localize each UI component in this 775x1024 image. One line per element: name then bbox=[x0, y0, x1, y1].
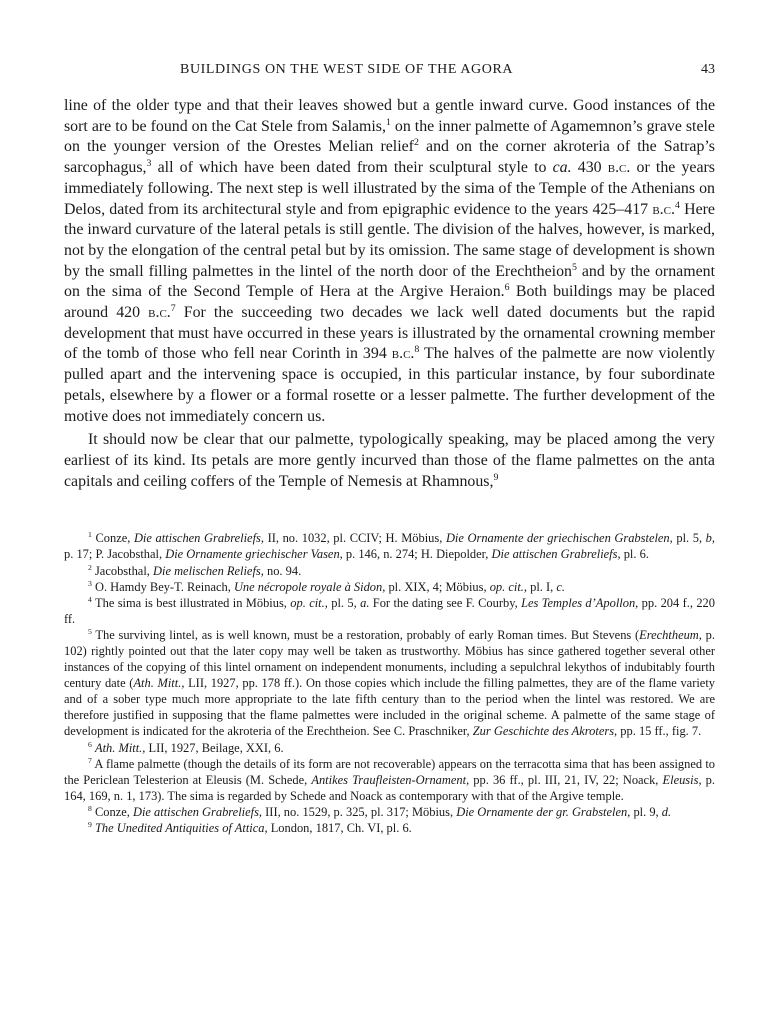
italic-run: Die attischen Grabreliefs, bbox=[491, 547, 621, 562]
text-run: p. 17; P. Jacobsthal, bbox=[64, 547, 166, 562]
italic-run: The Unedited Antiquities of Attica, bbox=[94, 821, 268, 836]
italic-run: a. bbox=[360, 595, 370, 610]
text-run: and by the ornament on the sima of the Second Temple of Hera at the Argive Heraion. bbox=[64, 262, 715, 301]
footnote-ref: 7 bbox=[170, 302, 176, 314]
text-run: pl. I, bbox=[527, 579, 557, 594]
small-caps-run: b.c. bbox=[607, 159, 631, 177]
footnote-number: 4 bbox=[88, 594, 92, 604]
small-caps-run: b.c. bbox=[391, 345, 415, 363]
text-run: p. 164, 169, n. 1, 173). The sima is regarded by Schede and Noack as contemporary with that of the Argive temple. bbox=[64, 772, 716, 803]
italic-run: d. bbox=[661, 804, 672, 819]
footnote bbox=[64, 820, 715, 836]
running-header bbox=[64, 62, 715, 84]
footnote-ref: 3 bbox=[146, 158, 152, 169]
text-run: Both buildings may be placed around 420 bbox=[64, 283, 715, 322]
text-run: p. 146, n. 274; H. Diepolder, bbox=[342, 547, 492, 562]
footnote-ref: 6 bbox=[504, 282, 510, 294]
italic-run: Die Ornamente der griechischen Grabstelen, bbox=[445, 531, 673, 546]
page bbox=[64, 62, 715, 836]
text-run: A flame palmette (though the details of its form are not recoverable) appears on the terracotta sima that has been assigned to the Periclean Telesterion at Eleusis (M. Schede, bbox=[64, 756, 715, 787]
text-run: O. Hamdy Bey-T. Reinach, bbox=[91, 579, 234, 594]
text-run: 430 bbox=[571, 159, 608, 177]
text-run: pl. 6. bbox=[620, 547, 649, 562]
text-run: pp. 36 ff., pl. III, 21, IV, 22; Noack, bbox=[469, 772, 663, 787]
footnote-ref: 2 bbox=[413, 137, 419, 149]
italic-run: Die Ornamente griechischer Vasen, bbox=[165, 547, 343, 562]
italic-run: op. cit., bbox=[290, 595, 328, 610]
text-run: II, no. 1032, pl. CCIV; H. Möbius, bbox=[264, 531, 446, 546]
text-run: For the dating see F. Courby, bbox=[369, 595, 522, 610]
footnotes bbox=[64, 530, 715, 836]
small-caps-run: b.c. bbox=[148, 304, 171, 322]
footnote bbox=[64, 563, 715, 579]
text-run: on the inner palmette of Agamemnon’s grave stele on the younger version of the Orestes Melian relief bbox=[64, 117, 715, 156]
text-run: For the succeeding two decades we lack well dated documents but the rapid development that must have occurred in these years is illustrated by the ornamental crowning member of the tomb of those who fell near Corinth in 394 bbox=[64, 304, 715, 363]
text-run: pl. 5, bbox=[672, 531, 706, 546]
footnote bbox=[64, 740, 715, 756]
footnote bbox=[64, 756, 715, 804]
footnote-ref: 1 bbox=[385, 116, 391, 128]
text-run: no. 94. bbox=[263, 563, 302, 578]
text-run: LII, 1927, pp. 178 ff.). On those copies which include the filling palmettes, they are of the flame variety and of a sober type much more appropriate to the late fifth century than to the period when the lintel was restored. We are therefore justified in supposing that the flame palmettes were included in the original scheme. A palmette of the same stage of development is indicated for the akroteria of the Erechtheion. See C. Praschniker, bbox=[64, 676, 715, 739]
paragraph bbox=[64, 96, 715, 427]
text-run: London, 1817, Ch. VI, pl. 6. bbox=[267, 821, 412, 836]
italic-run: ca. bbox=[552, 159, 572, 177]
text-run: Jacobsthal, bbox=[91, 563, 153, 578]
paragraph bbox=[64, 430, 715, 492]
italic-run: Eleusis, bbox=[662, 772, 702, 787]
italic-run: Die attischen Grabreliefs, bbox=[133, 531, 264, 546]
italic-run: c. bbox=[556, 579, 566, 594]
italic-run: Die melischen Reliefs, bbox=[153, 563, 264, 578]
text-run: III, no. 1529, p. 325, pl. 317; Möbius, bbox=[262, 804, 457, 819]
footnote-ref: 4 bbox=[674, 199, 680, 211]
italic-run: op. cit., bbox=[489, 579, 527, 594]
footnote bbox=[64, 595, 715, 627]
text-run: pl. XIX, 4; Möbius, bbox=[385, 579, 490, 594]
text-run: Conze, bbox=[91, 804, 133, 819]
italic-run: Ath. Mitt., bbox=[133, 676, 185, 691]
footnote-ref: 5 bbox=[572, 261, 577, 273]
footnote bbox=[64, 579, 715, 595]
text-run: Here the inward curvature of the lateral petals is still gentle. The division of the halves, however, is marked, not by the elongation of the central petal but by its omission. The same stage of development is shown by the small filling palmettes in the lintel of the north door of the Erechtheion bbox=[64, 200, 715, 280]
text-run: and on the corner akroteria of the Satrap’s sarcophagus, bbox=[64, 138, 715, 177]
text-run: or the years immediately following. The next step is well illustrated by the sima of the Temple of the Athenians on Delos, dated from its architectural style and from epigraphic evidence to the years 425–417 bbox=[64, 159, 715, 218]
footnote-number: 7 bbox=[88, 755, 92, 765]
footnote bbox=[64, 530, 715, 562]
italic-run: b, bbox=[705, 531, 715, 546]
italic-run: Die attischen Grabreliefs, bbox=[132, 804, 263, 819]
italic-run: Die Ornamente der gr. Grabstelen, bbox=[456, 804, 631, 819]
footnote-ref: 9 bbox=[493, 471, 499, 483]
footnote-number: 9 bbox=[88, 820, 92, 830]
italic-run: Ath. Mitt., bbox=[94, 740, 146, 755]
text-run: pl. 9, bbox=[630, 804, 662, 819]
italic-run: Antikes Traufleisten-Ornament, bbox=[311, 772, 470, 787]
text-run: pp. 204 f., 220 ff. bbox=[64, 595, 715, 626]
body-text bbox=[64, 96, 715, 492]
footnote-number: 6 bbox=[88, 739, 92, 749]
page-number: 43 bbox=[701, 62, 715, 77]
italic-run: Erechtheum, bbox=[639, 627, 702, 642]
footnote-number: 8 bbox=[88, 804, 92, 814]
italic-run: Les Temples d’Apollon, bbox=[521, 595, 639, 610]
running-title: BUILDINGS ON THE WEST SIDE OF THE AGORA bbox=[180, 62, 514, 77]
text-run: LII, 1927, Beilage, XXI, 6. bbox=[145, 740, 284, 755]
text-run: pl. 5, bbox=[327, 595, 361, 610]
text-run: all of which have been dated from their sculptural style to bbox=[151, 159, 553, 177]
footnote-number: 3 bbox=[88, 578, 92, 588]
text-run: p. 102) rightly pointed out that the later copy may well be taken as trustworthy. Möbius has since gathered together several other instances of the copying of this lintel ornament on independent monuments, including a sepulchral lekythos of indubitably fourth century date ( bbox=[64, 627, 715, 691]
small-caps-run: b.c. bbox=[652, 200, 675, 218]
text-run: The halves of the palmette are now violently pulled apart and the intervening space is occupied, in this particular instance, by four subordinate petals, elsewhere by a flower or a formal rosette or a lesser palmette. The further development of the motive does not immediately concern us. bbox=[64, 345, 715, 425]
text-run: line of the older type and that their leaves showed but a gentle inward curve. Good instances of the sort are to be found on the Cat Stele from Salamis, bbox=[64, 97, 715, 135]
text-run: The surviving lintel, as is well known, must be a restoration, probably of early Roman times. But Stevens ( bbox=[91, 627, 640, 642]
text-run: pp. 15 ff., fig. 7. bbox=[617, 724, 702, 739]
italic-run: Une nécropole royale à Sidon, bbox=[233, 579, 386, 594]
footnote-number: 1 bbox=[88, 530, 92, 540]
footnote bbox=[64, 627, 715, 740]
italic-run: Zur Geschichte des Akroters, bbox=[472, 724, 618, 739]
text-run: The sima is best illustrated in Möbius, bbox=[91, 595, 291, 610]
footnote-number: 2 bbox=[88, 562, 92, 572]
footnote-number: 5 bbox=[88, 627, 92, 637]
footnote-ref: 8 bbox=[414, 344, 420, 356]
text-run: It should now be clear that our palmette, typologically speaking, may be placed among the very earliest of its kind. Its petals are more gently incurved than those of the flame palmettes on the anta capitals and ceiling coffers of the Temple of Nemesis at Rhamnous, bbox=[64, 431, 715, 490]
text-run: Conze, bbox=[91, 531, 134, 546]
footnote bbox=[64, 804, 715, 820]
